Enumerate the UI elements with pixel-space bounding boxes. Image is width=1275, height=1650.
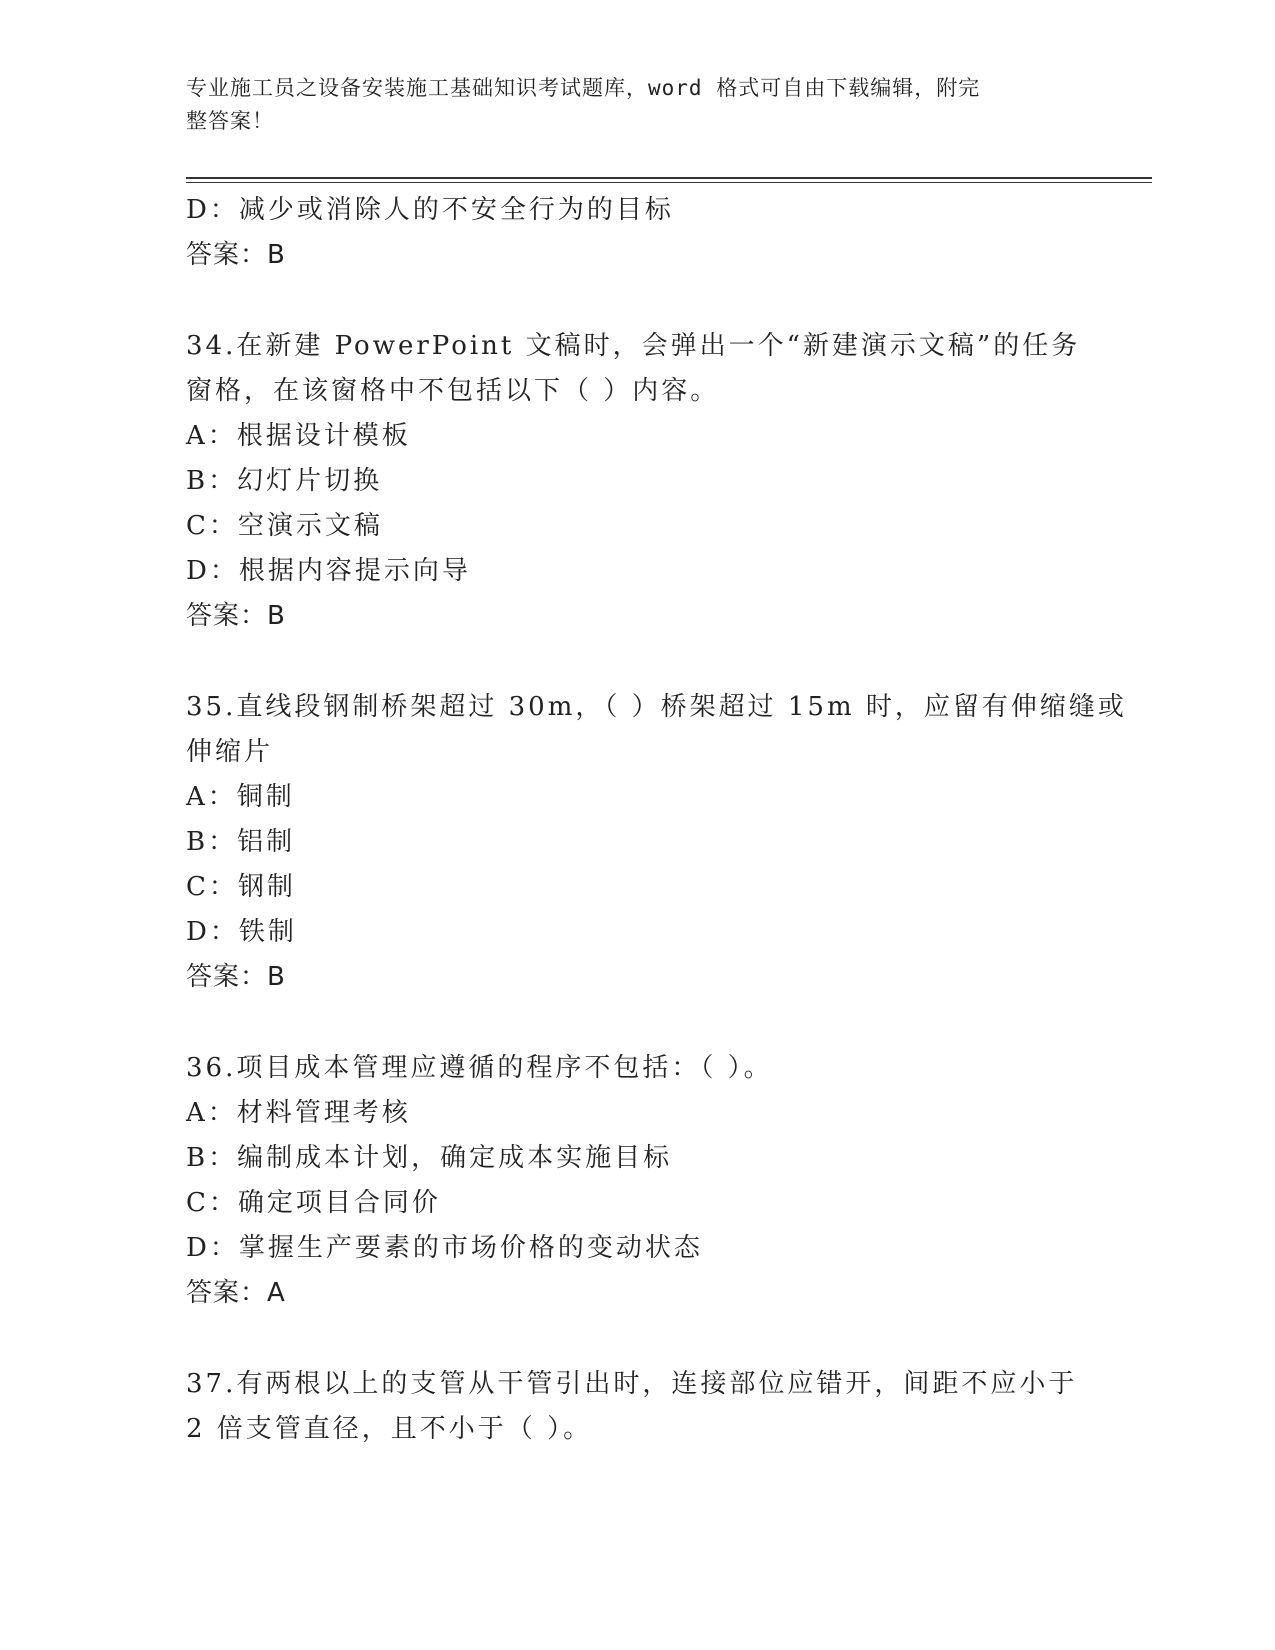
question-35 <box>186 685 1127 1000</box>
option-c: C：空演示文稿 <box>186 511 383 541</box>
answer-line: 答案：A <box>186 1278 286 1308</box>
answer-line: 答案：B <box>186 601 286 631</box>
option-c: C：确定项目合同价 <box>186 1188 441 1218</box>
option-d: D：减少或消除人的不安全行为的目标 <box>186 195 674 225</box>
option-a: A：根据设计模板 <box>186 421 411 451</box>
question-spacer <box>186 1000 1086 1046</box>
option-a: A：材料管理考核 <box>186 1098 411 1128</box>
option-d: D：根据内容提示向导 <box>186 556 471 586</box>
header-line-2: 整答案！ <box>186 109 274 133</box>
option-c: C：钢制 <box>186 872 296 902</box>
question-spacer <box>186 1316 1086 1362</box>
question-stem-line-1: 35.直线段钢制桥架超过 30m，（ ）桥架超过 15m 时，应留有伸缩缝或 <box>186 692 1127 722</box>
question-34 <box>186 324 1086 639</box>
question-stem-line-2: 窗格，在该窗格中不包括以下（ ）内容。 <box>186 376 720 406</box>
option-d: D：掌握生产要素的市场价格的变动状态 <box>186 1233 703 1263</box>
option-b: B：铝制 <box>186 827 296 857</box>
question-stem-line-1: 37.有两根以上的支管从干管引出时，连接部位应错开，间距不应小于 <box>186 1369 1078 1399</box>
question-stem-line-2: 2 倍支管直径，且不小于（ ）。 <box>186 1414 593 1444</box>
question-33 <box>186 188 1086 278</box>
question-stem-line-1: 34.在新建 PowerPoint 文稿时，会弹出一个“新建演示文稿”的任务 <box>186 331 1081 361</box>
document-header <box>186 72 1066 138</box>
option-a: A：铜制 <box>186 782 295 812</box>
question-36 <box>186 1046 1086 1316</box>
question-stem-line-1: 36.项目成本管理应遵循的程序不包括：（ ）。 <box>186 1053 773 1083</box>
option-d: D：铁制 <box>186 917 297 947</box>
header-divider-thin <box>186 182 1152 183</box>
question-list <box>186 188 1127 1452</box>
answer-line: 答案：B <box>186 240 286 270</box>
question-stem-line-2: 伸缩片 <box>186 737 274 767</box>
header-line-1: 专业施工员之设备安装施工基础知识考试题库，word 格式可自由下载编辑，附完 <box>186 76 981 100</box>
header-divider-thick <box>186 177 1152 179</box>
question-spacer <box>186 278 1086 324</box>
option-b: B：幻灯片切换 <box>186 466 383 496</box>
question-37 <box>186 1362 1086 1452</box>
answer-line: 答案：B <box>186 962 286 992</box>
option-b: B：编制成本计划，确定成本实施目标 <box>186 1143 673 1173</box>
question-spacer <box>186 639 1086 685</box>
